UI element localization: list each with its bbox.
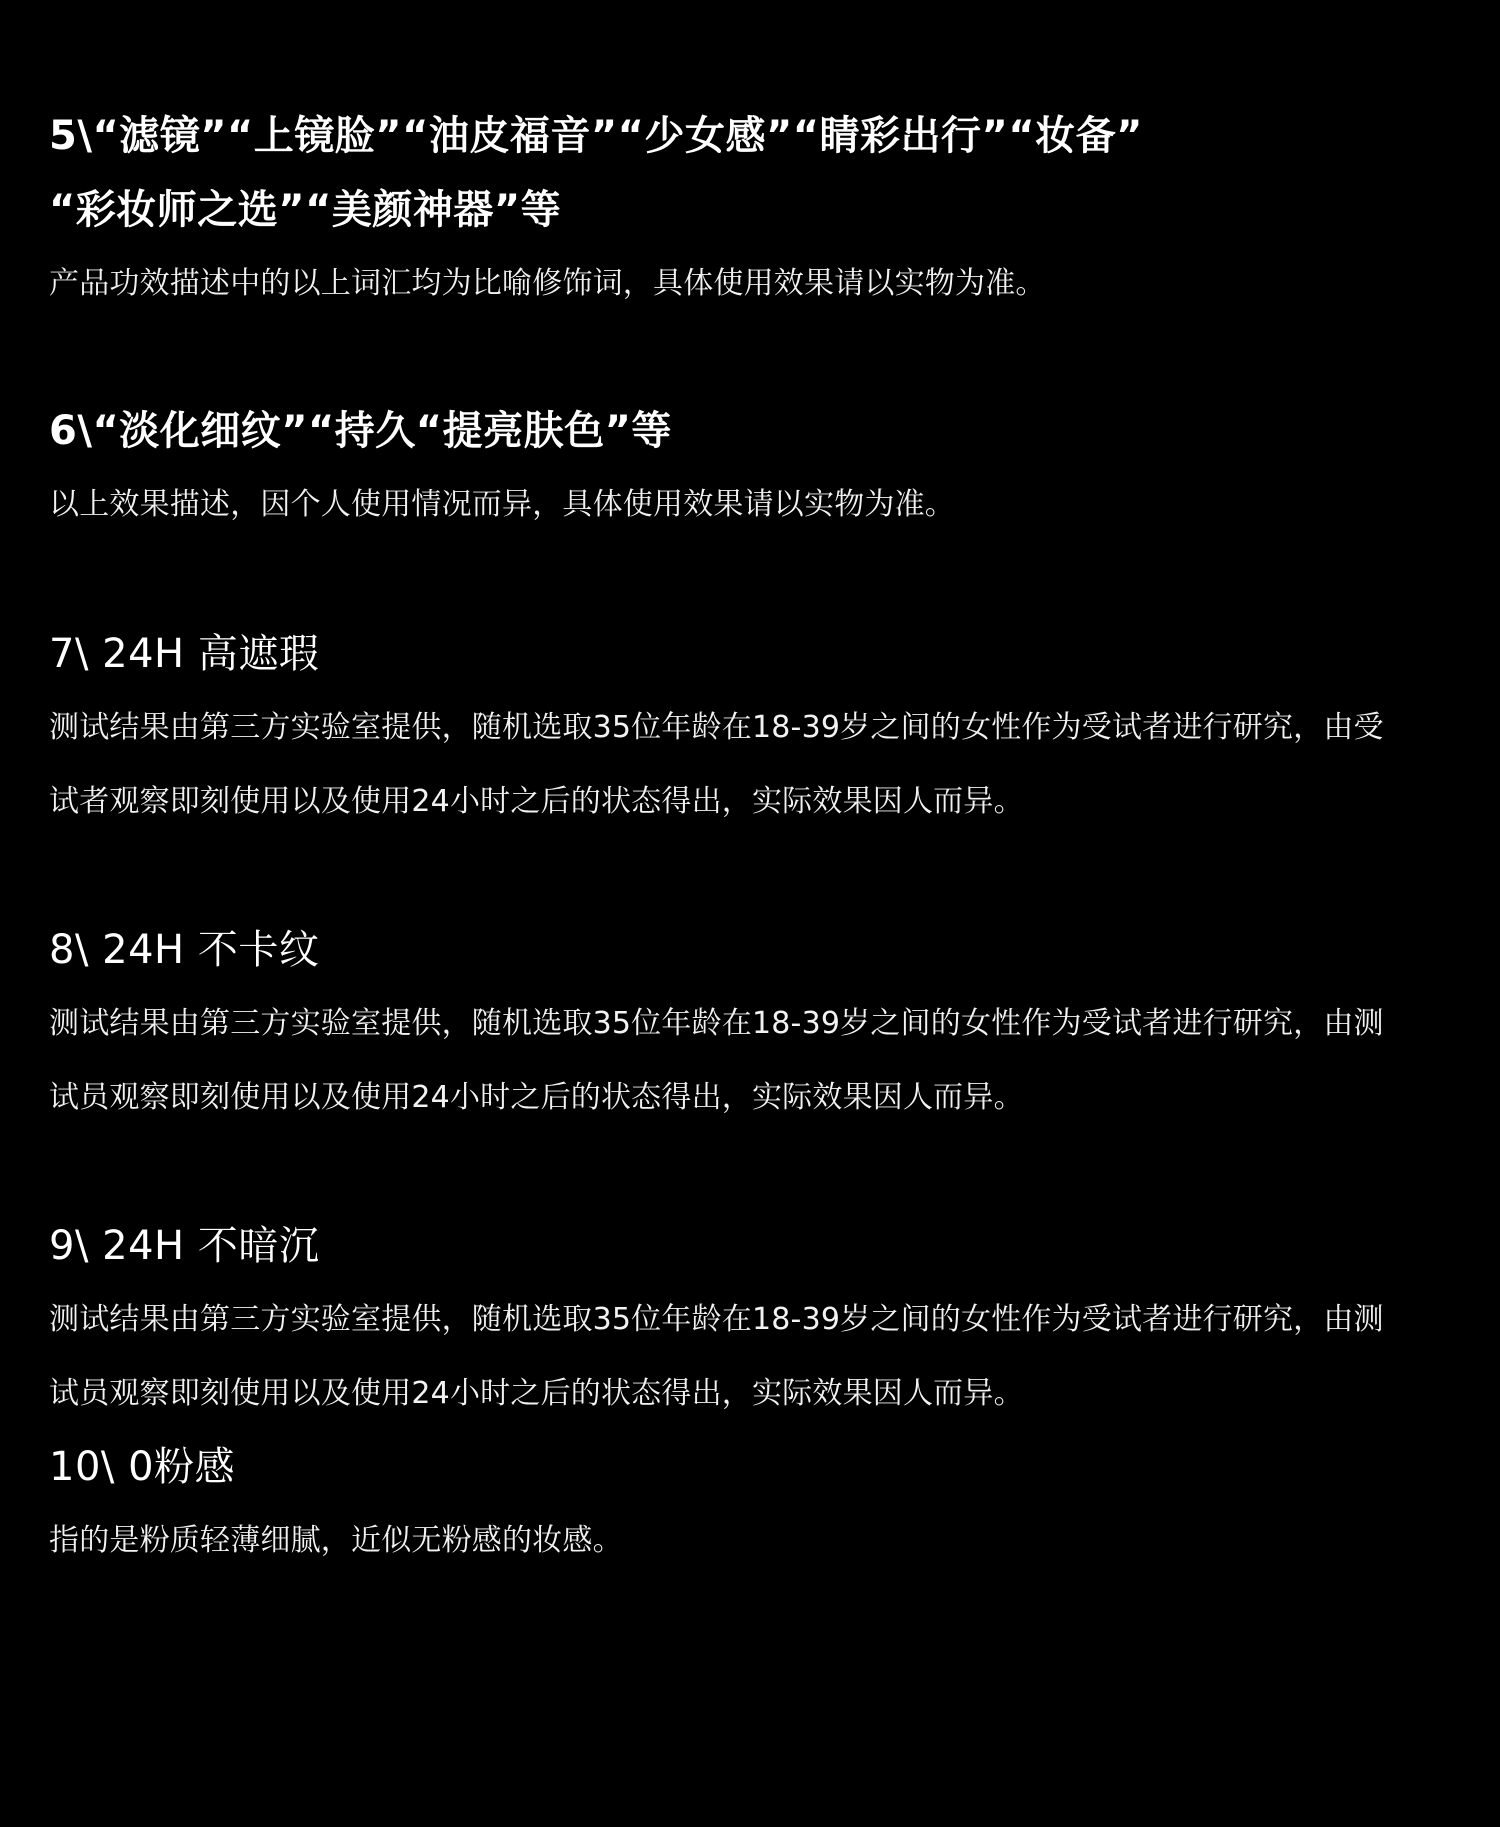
section-body: 产品功效描述中的以上词汇均为比喻修饰词，具体使用效果请以实物为准。 [49,266,1046,301]
section-body: 指的是粉质轻薄细腻，近似无粉感的妆感。 [49,1523,623,1558]
section-body-continued: 试员观察即刻使用以及使用24小时之后的状态得出，实际效果因人而异。 [49,1080,1024,1115]
section-body-continued: 试者观察即刻使用以及使用24小时之后的状态得出，实际效果因人而异。 [49,784,1024,819]
section-body: 以上效果描述，因个人使用情况而异，具体使用效果请以实物为准。 [49,487,955,522]
section-heading: 8\ 24H 不卡纹 [49,927,320,973]
section-body-continued: 试员观察即刻使用以及使用24小时之后的状态得出，实际效果因人而异。 [49,1376,1024,1411]
section-body: 测试结果由第三方实验室提供，随机选取35位年龄在18-39岁之间的女性作为受试者进行研究，由测 [49,1302,1384,1337]
section-heading: 10\ 0粉感 [49,1444,236,1490]
section-heading-continued: “彩妆师之选”“美颜神器”等 [49,187,562,233]
section-heading: 6\“淡化细纹”“持久“提亮肤色”等 [49,408,672,454]
section-6 [49,394,1469,542]
section-7 [49,617,1469,839]
section-heading: 9\ 24H 不暗沉 [49,1223,320,1269]
section-9 [49,1209,1469,1431]
section-body: 测试结果由第三方实验室提供，随机选取35位年龄在18-39岁之间的女性作为受试者进行研究，由测 [49,1006,1384,1041]
section-8 [49,913,1469,1135]
section-10 [49,1430,1469,1578]
section-body: 测试结果由第三方实验室提供，随机选取35位年龄在18-39岁之间的女性作为受试者进行研究，由受 [49,710,1384,745]
section-5 [49,99,1469,321]
section-heading: 5\“滤镜”“上镜脸”“油皮福音”“少女感”“睛彩出行”“妆备” [49,113,1143,159]
section-heading: 7\ 24H 高遮瑕 [49,631,320,677]
